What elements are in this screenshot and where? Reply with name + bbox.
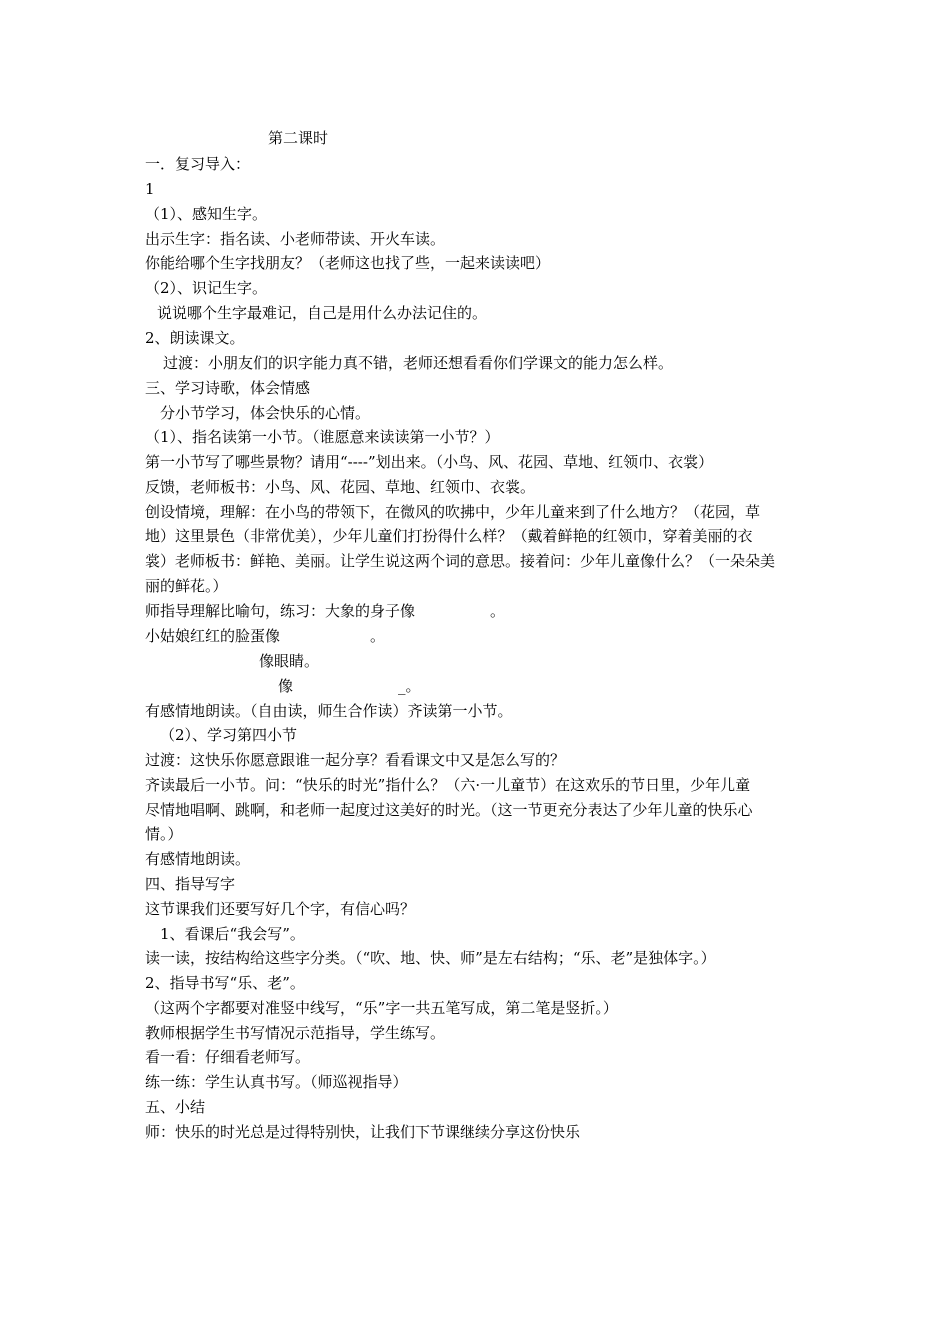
document-title: 第二课时 bbox=[268, 129, 329, 147]
text-line: （1）、感知生字。 bbox=[145, 205, 268, 223]
text-line: 2、指导书写“乐、老”。 bbox=[145, 974, 305, 992]
text-line: 尽情地唱啊、跳啊，和老师一起度过这美好的时光。（这一节更充分表达了少年儿童的快乐心 bbox=[145, 801, 753, 819]
text-line: 像眼睛。 bbox=[259, 652, 320, 670]
text-line: 过渡：小朋友们的识字能力真不错，老师还想看看你们学课文的能力怎么样。 bbox=[163, 354, 674, 372]
text-line: 看一看：仔细看老师写。 bbox=[145, 1048, 311, 1066]
text-line: （1）、指名读第一小节。（谁愿意来读读第一小节？） bbox=[145, 428, 500, 446]
text-line: （这两个字都要对准竖中线写，“乐”字一共五笔写成，第二笔是竖折。） bbox=[145, 999, 618, 1017]
text-line: 读一读，按结构给这些字分类。（“吹、地、快、师”是左右结构；“乐、老”是独体字。） bbox=[145, 949, 716, 967]
text-line: 你能给哪个生字找朋友？（老师这也找了些，一起来读读吧） bbox=[145, 254, 551, 272]
text-line: 五、小结 bbox=[145, 1098, 206, 1116]
text-line: 2、朗读课文。 bbox=[145, 329, 245, 347]
text-line: 创设情境，理解：在小鸟的带领下，在微风的吹拂中，少年儿童来到了什么地方？（花园，草 bbox=[145, 503, 761, 521]
text-line: 齐读最后一小节。问：“快乐的时光”指什么？（六·一儿童节）在这欢乐的节日里，少年儿童 bbox=[145, 776, 751, 794]
text-line: 丽的鲜花。） bbox=[145, 577, 228, 595]
text-line: 练一练：学生认真书写。（师巡视指导） bbox=[145, 1073, 408, 1091]
text-line: 有感情地朗读。（自由读，师生合作读）齐读第一小节。 bbox=[145, 702, 513, 720]
text-line: 有感情地朗读。 bbox=[145, 850, 251, 868]
text-line: （2）、识记生字。 bbox=[145, 279, 268, 297]
text-line: 教师根据学生书写情况示范指导，学生练写。 bbox=[145, 1024, 446, 1042]
text-line: 地）这里景色（非常优美），少年儿童们打扮得什么样？（戴着鲜艳的红领巾，穿着美丽的衣 bbox=[145, 527, 753, 545]
text-line: 师：快乐的时光总是过得特别快，让我们下节课继续分享这份快乐 bbox=[145, 1123, 581, 1141]
text-line: 一．复习导入： bbox=[145, 155, 251, 173]
text-line: 出示生字：指名读、小老师带读、开火车读。 bbox=[145, 230, 446, 248]
text-line: 四、指导写字 bbox=[145, 875, 236, 893]
text-line: 1、看课后“我会写”。 bbox=[160, 925, 305, 943]
text-line: 说说哪个生字最难记，自己是用什么办法记住的。 bbox=[157, 304, 488, 322]
text-line: 情。） bbox=[145, 825, 183, 843]
text-line: 裳）老师板书：鲜艳、美丽。让学生说这两个词的意思。接着问：少年儿童像什么？（一朵朵美 bbox=[145, 552, 776, 570]
text-line: 像 _。 bbox=[278, 677, 421, 695]
text-line: （2）、学习第四小节 bbox=[160, 726, 298, 744]
text-line: 分小节学习，体会快乐的心情。 bbox=[160, 404, 371, 422]
text-line: 过渡：这快乐你愿意跟谁一起分享？看看课文中又是怎么写的？ bbox=[145, 751, 566, 769]
text-line: 第一小节写了哪些景物？请用“----”划出来。（小鸟、风、花园、草地、红领巾、衣裳） bbox=[145, 453, 714, 471]
text-line: 小姑娘红红的脸蛋像 。 bbox=[145, 627, 386, 645]
text-line: 三、学习诗歌，体会情感 bbox=[145, 379, 311, 397]
text-line: 师指导理解比喻句，练习：大象的身子像 。 bbox=[145, 602, 506, 620]
text-line: 1 bbox=[145, 180, 155, 198]
text-line: 这节课我们还要写好几个字，有信心吗？ bbox=[145, 900, 416, 918]
text-line: 反馈，老师板书：小鸟、风、花园、草地、红领巾、衣裳。 bbox=[145, 478, 536, 496]
